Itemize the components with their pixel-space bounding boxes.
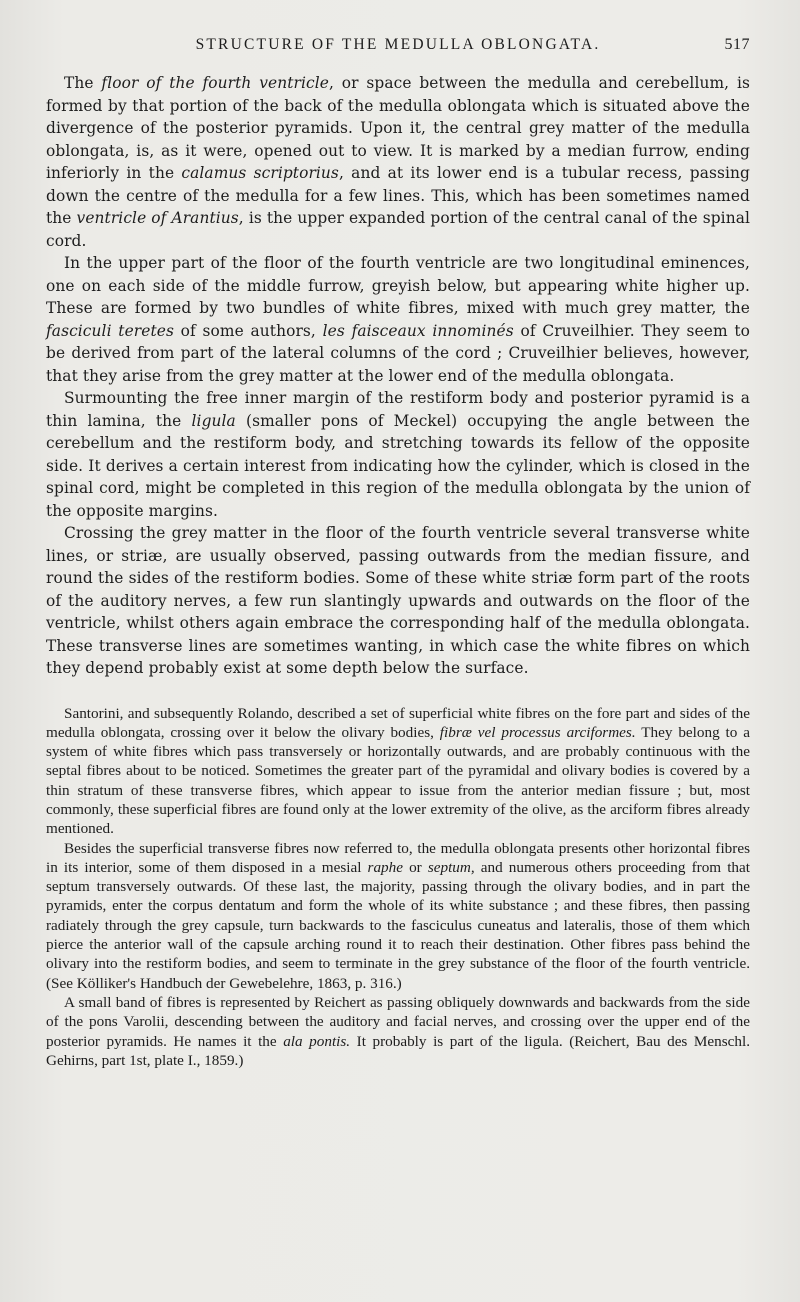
running-header xyxy=(46,36,750,62)
paragraph-transverse-striae: Crossing the grey matter in the floor of the fourth ventricle several transverse white lines, or striæ, are usually observed, passing outwards from the median fissure, and round the sides of the restiform bodies. Some of these white striæ form part of the roots of the auditory nerves, a few run slantingly upwards and outwards on the floor of the ventricle, whilst others again embrace the corresponding half of the medulla oblongata. These transverse lines are sometimes wanting, in which case the white fibres on which they depend probably exist at some depth below the surface. xyxy=(46,524,750,677)
paragraph-ligula: Surmounting the free inner margin of the restiform body and posterior pyramid is a thin lamina, the ligula (smaller pons of Meckel) occupying the angle between the cerebellum and the restiform body, and stretching towards its fellow of the opposite side. It derives a certain interest from indicating how the cylinder, which is closed in the spinal cord, might be completed in this region of the medulla oblongata by the union of the opposite margins. xyxy=(46,389,751,520)
note-horizontal-fibres: Besides the superficial transverse fibres now referred to, the medulla oblongata presents other horizontal fibres in its interior, some of them disposed in a mesial raphe or septum, and numerous others proceeding from that septum transversely outwards. Of these last, the majority, passing through the olivary bodies, and in part the pyramids, enter the corpus dentatum and form the whole of its white substance ; and these fibres, then passing radiately through the grey capsule, turn backwards to the fasciculus cuneatus and lateralis, those of them which pierce the anterior wall of the capsule arching round it to reach their destination. Other fibres pass behind the olivary into the restiform bodies, and seem to terminate in the grey substance of the floor of the fourth ventricle. (See Kölliker's Handbuch der Gewebelehre, 1863, p. 316.) xyxy=(46,839,750,992)
note-ala-pontis: A small band of fibres is represented by Reichert as passing obliquely downwards and backwards from the side of the pons Varolii, descending between the auditory and facial nerves, and crossing over the upper end of the posterior pyramids. He names it the ala pontis. It probably is part of the ligula. (Reichert, Bau des Menschl. Gehirns, part 1st, plate I., 1859.) xyxy=(46,993,751,1069)
running-title: STRUCTURE OF THE MEDULLA OBLONGATA. xyxy=(195,36,601,53)
main-text xyxy=(46,72,750,680)
paragraph-longitudinal-eminences: In the upper part of the floor of the fourth ventricle are two longitudinal eminences, one on each side of the middle furrow, greyish below, but appearing white higher up. These are formed by two bundles of white fibres, mixed with much grey matter, the fasciculi teretes of some authors, les faisceaux innominés of Cruveilhier. They seem to be derived from part of the lateral columns of the cord ; Cruveilhier believes, however, that they arise from the grey matter at the lower end of the medulla oblongata. xyxy=(46,254,750,385)
small-print-notes xyxy=(46,704,750,1071)
note-arciform-fibres: Santorini, and subsequently Rolando, described a set of superficial white fibres on the fore part and sides of the medulla oblongata, crossing over it below the olivary bodies, fibræ vel processus arciformes. They belong to a system of white fibres which pass transversely or horizontally outwards, and are probably continuous with the septal fibres about to be noticed. Sometimes the greater part of the pyramidal and olivary bodies is covered by a thin stratum of these transverse fibres, which appear to issue from the anterior median fissure ; but, most commonly, these superficial fibres are found only at the lower extremity of the olive, as the arciform fibres already mentioned. xyxy=(46,704,751,838)
paragraph-floor-fourth-ventricle: The floor of the fourth ventricle, or space between the medulla and cerebellum, is formed by that portion of the back of the medulla oblongata which is situated above the divergence of the posterior pyramids. Upon it, the central grey matter of the medulla oblongata, is, as it were, opened out to view. It is marked by a median furrow, ending inferiorly in the calamus scriptorius, and at its lower end is a tubular recess, passing down the centre of the medulla for a few lines. This, which has been sometimes named the ventricle of Arantius, is the upper expanded portion of the central canal of the spinal cord. xyxy=(46,74,751,250)
page-number: 517 xyxy=(724,36,750,53)
